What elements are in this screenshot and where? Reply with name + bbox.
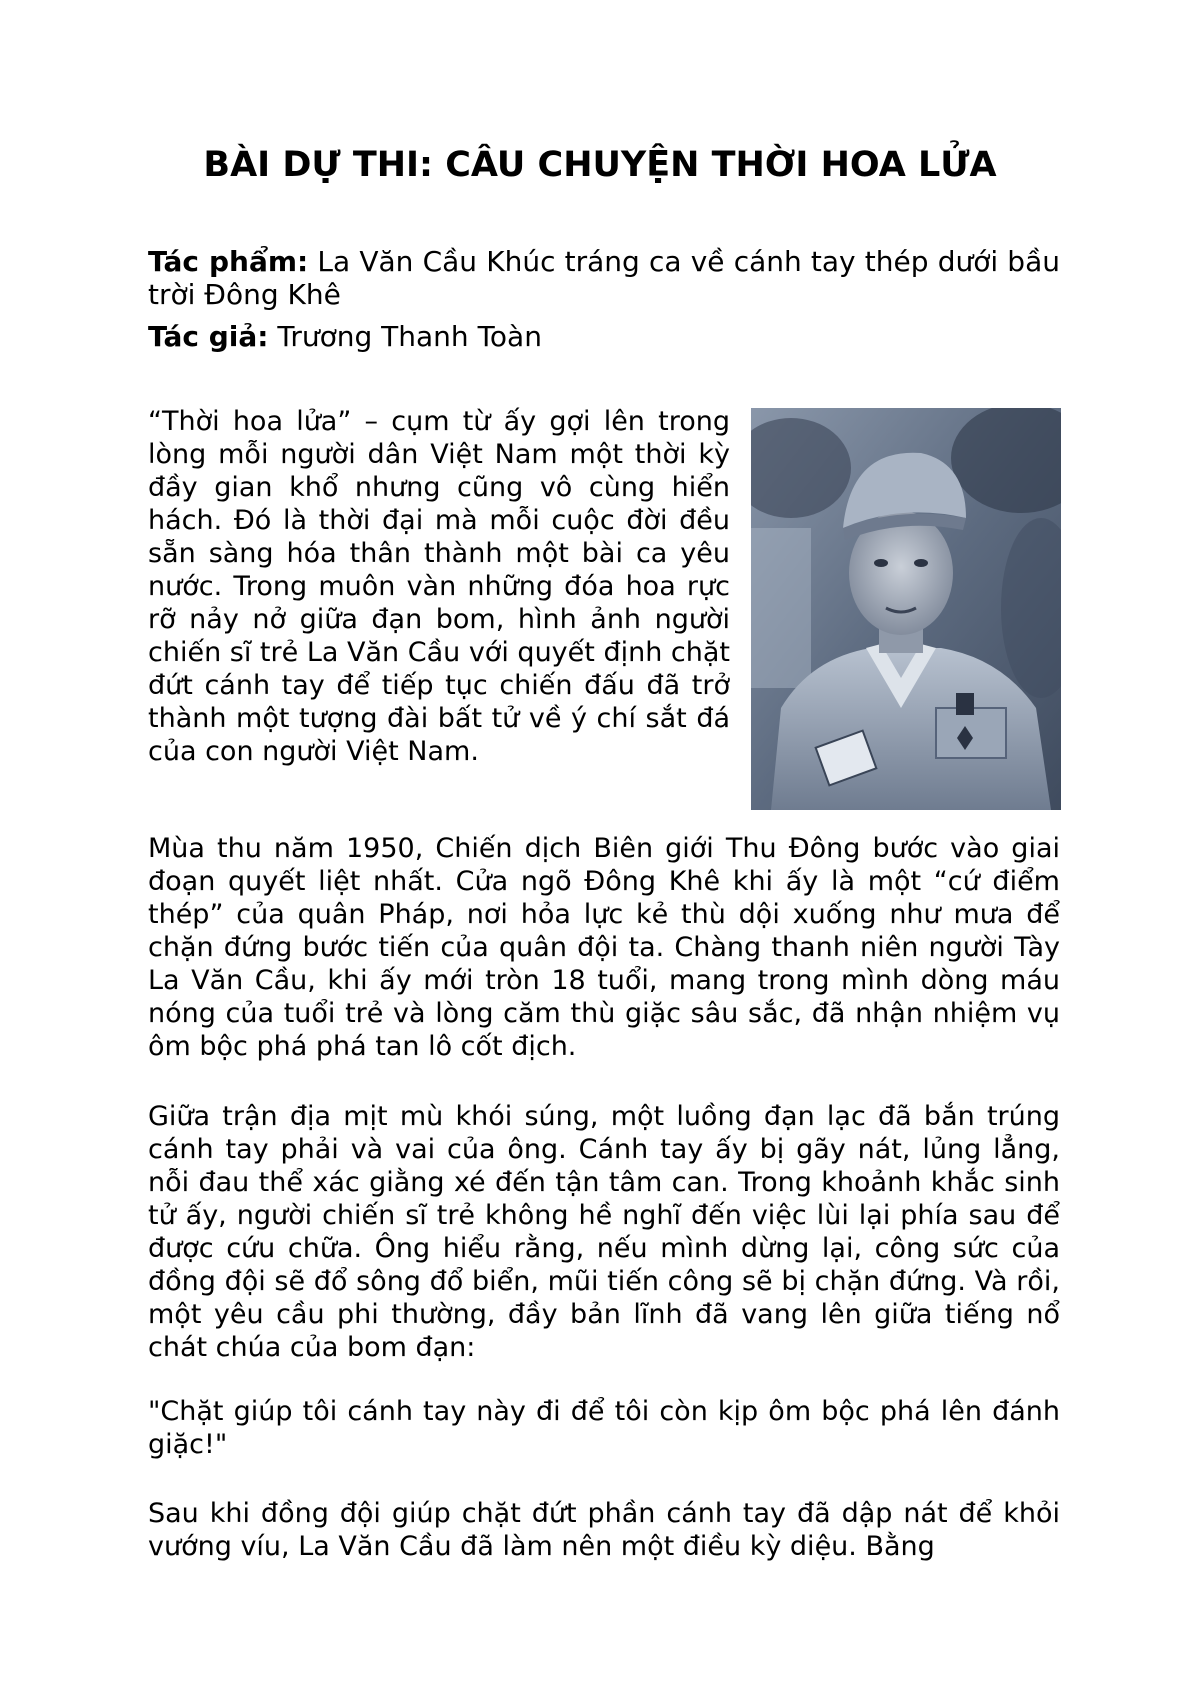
work-value: La Văn Cầu Khúc tráng ca về cánh tay thép dưới bầu trời Đông Khê bbox=[148, 245, 1060, 311]
paragraph-quote: "Chặt giúp tôi cánh tay này đi để tôi còn kịp ôm bộc phá lên đánh giặc!" bbox=[148, 1396, 1060, 1460]
document-title: BÀI DỰ THI: CÂU CHUYỆN THỜI HOA LỬA bbox=[203, 145, 997, 185]
paragraph-continuation: Sau khi đồng đội giúp chặt đứt phần cánh tay đã dập nát để khỏi vướng víu, La Văn Cầu đã làm nên một điều kỳ diệu. Bằng bbox=[148, 1498, 1060, 1562]
paragraph-battle: Giữa trận địa mịt mù khói súng, một luồng đạn lạc đã bắn trúng cánh tay phải và vai của ông. Cánh tay ấy bị gãy nát, lủng lẳng, nỗi đau thể xác giằng xé đến tận tâm can. Trong khoảnh khắc sinh tử ấy, người chiến sĩ trẻ không hề nghĩ đến việc lùi lại phía sau để được cứu chữa. Ông hiểu rằng, nếu mình dừng lại, công sức của đồng đội sẽ đổ sông đổ biển, mũi tiến công sẽ bị chặn đứng. Và rồi, một yêu cầu phi thường, đầy bản lĩnh đã vang lên giữa tiếng nổ chát chúa của bom đạn: bbox=[148, 1101, 1060, 1363]
portrait-photo bbox=[751, 408, 1061, 810]
author-line bbox=[148, 320, 1060, 353]
paragraph-intro: “Thời hoa lửa” – cụm từ ấy gợi lên trong lòng mỗi người dân Việt Nam một thời kỳ đầy gian khổ nhưng cũng vô cùng hiển hách. Đó là thời đại mà mỗi cuộc đời đều sẵn sàng hóa thân thành một bài ca yêu nước. Trong muôn vàn những đóa hoa rực rỡ nảy nở giữa đạn bom, hình ảnh người chiến sĩ trẻ La Văn Cầu với quyết định chặt đứt cánh tay để tiếp tục chiến đấu đã trở thành một tượng đài bất tử về ý chí sắt đá của con người Việt Nam. bbox=[148, 406, 730, 767]
author-value: Trương Thanh Toàn bbox=[268, 320, 542, 353]
work-line bbox=[148, 245, 1060, 311]
work-label: Tác phẩm: bbox=[148, 245, 309, 278]
author-label: Tác giả: bbox=[148, 320, 269, 353]
paragraph-campaign: Mùa thu năm 1950, Chiến dịch Biên giới Thu Đông bước vào giai đoạn quyết liệt nhất. Cửa ngõ Đông Khê khi ấy là một “cứ điểm thép” của quân Pháp, nơi hỏa lực kẻ thù dội xuống như mưa để chặn đứng bước tiến của quân đội ta. Chàng thanh niên người Tày La Văn Cầu, khi ấy mới tròn 18 tuổi, mang trong mình dòng máu nóng của tuổi trẻ và lòng căm thù giặc sâu sắc, đã nhận nhiệm vụ ôm bộc phá phá tan lô cốt địch. bbox=[148, 833, 1060, 1062]
portrait-photo-image bbox=[751, 408, 1061, 810]
